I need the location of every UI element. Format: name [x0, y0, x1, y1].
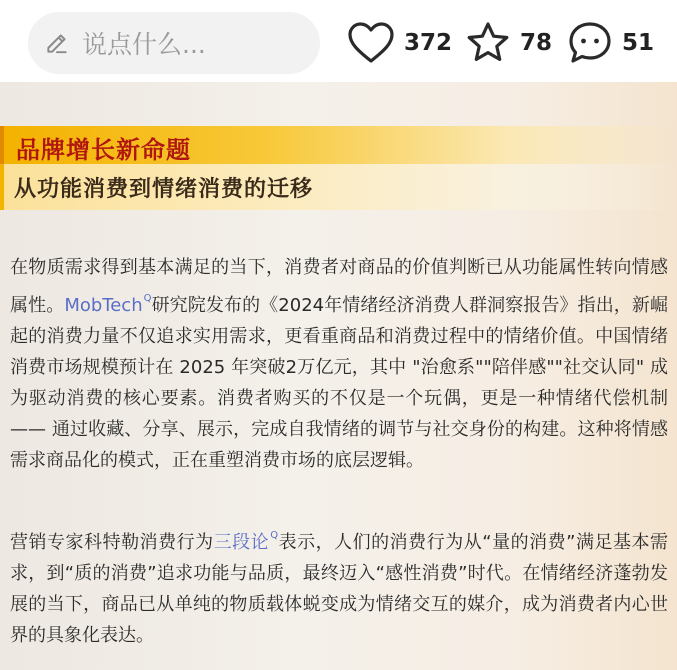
comment-placeholder: 说点什么... — [82, 30, 206, 59]
section-subheader — [0, 164, 677, 210]
paragraph-2-text-a: 营销专家科特勒消费行为 — [10, 532, 214, 553]
section-subtitle: 从功能消费到情绪消费的迁移 — [14, 177, 314, 202]
like-count: 372 — [404, 30, 453, 56]
comment-input[interactable] — [28, 12, 320, 74]
paragraph-1-text-b: 研究院发布的《2024年情绪经济消费人群洞察报告》指出，新崛起的消费力量不仅追求实用需求，更看重商品和消费过程中的情绪价值。中国情绪消费市场规模预计在 2025 年突破2万亿元，其中 "治愈系""陪伴感""社交认同" 成为驱动消费的核心要素。消费者购买的不仅是一个玩偶，更是一种情绪代偿机制 —— 通过收藏、分享、展示，完成自我情绪的调节与社交身份的构建。这种将情感需求商品化的模式，正在重塑消费市场的底层逻辑。 — [10, 295, 669, 471]
pencil-icon — [44, 30, 70, 56]
search-link-icon[interactable]: Q — [143, 293, 152, 304]
mobtech-link[interactable]: MobTech — [64, 295, 143, 316]
paragraph-2-text-b: 表示，人们的消费行为从“量的消费”满足基本需求，到“质的消费”追求功能与品质，最终迈入“感性消费”时代。在情绪经济蓬勃发展的当下，商品已从单纯的物质载体蜕变成为情绪交互的媒介，成为消费者内心世界的具象化表达。 — [10, 532, 669, 646]
favorite-button[interactable] — [465, 18, 552, 68]
comment-count: 51 — [622, 30, 655, 56]
like-button[interactable] — [347, 18, 452, 68]
star-icon — [465, 20, 511, 66]
paragraph-2 — [10, 520, 668, 651]
action-bar — [0, 0, 677, 82]
section-header — [0, 126, 677, 164]
syllogism-link[interactable]: 三段论 — [213, 532, 270, 553]
article-body — [0, 82, 677, 670]
favorite-count: 78 — [520, 30, 553, 56]
paragraph-1 — [10, 252, 668, 476]
paragraph-1-text-a: 在物质需求得到基本满足的当下，消费者对商品的价值判断已从功能属性转向情感属性。 — [10, 257, 668, 316]
comment-bubble-icon — [567, 20, 613, 66]
section-title: 品牌增长新命题 — [16, 136, 191, 164]
search-link-icon[interactable]: Q — [270, 530, 279, 541]
heart-icon — [347, 21, 395, 65]
comment-button[interactable] — [567, 18, 654, 68]
